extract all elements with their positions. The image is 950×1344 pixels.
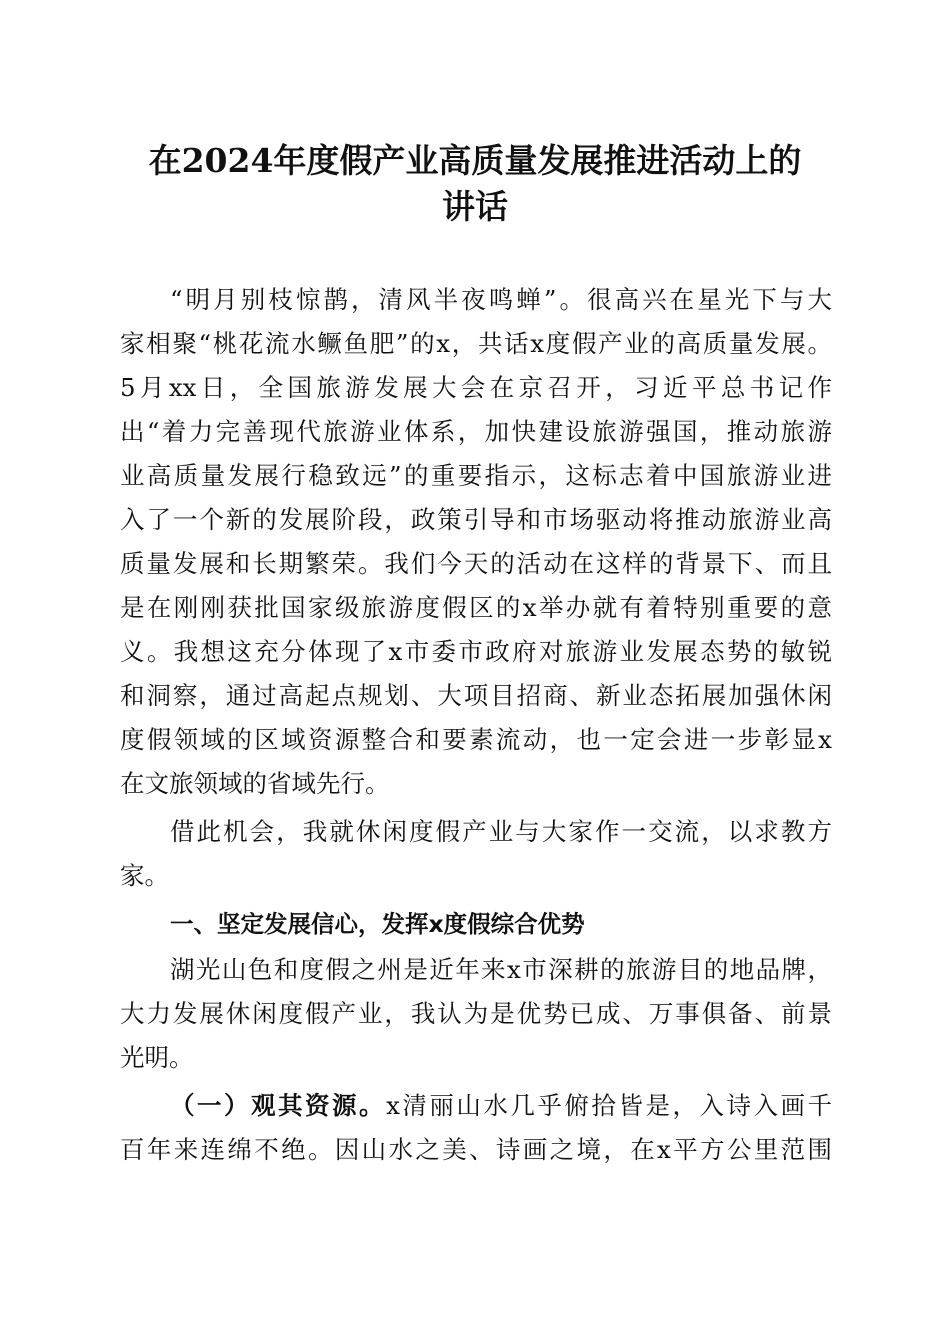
section-heading: 一、坚定发展信心，发挥x度假综合优势 — [170, 910, 585, 938]
document-title-line-1: 在2024年度假产业高质量发展推进活动上的 — [148, 141, 802, 180]
paragraph-line: 光明。 — [120, 1043, 194, 1072]
paragraph-line: 和洞察，通过高起点规划、大项目招商、新业态拓展加强休闲 — [120, 681, 832, 710]
paragraph-line: 度假领域的区域资源整合和要素流动，也一定会进一步彰显x — [120, 725, 832, 754]
subheading-label: （一）观其资源。 — [170, 1091, 387, 1120]
paragraph-line: 入了一个新的发展阶段，政策引导和市场驱动将推动旅游业高 — [120, 505, 832, 534]
paragraph-text: x清丽山水几乎俯拾皆是，入诗入画千 — [386, 1091, 832, 1120]
paragraph-line: 湖光山色和度假之州是近年来x市深耕的旅游目的地品牌， — [170, 955, 832, 984]
paragraph-line: 出“着力完善现代旅游业体系，加快建设旅游强国，推动旅游 — [120, 417, 832, 446]
paragraph-line: 家。 — [120, 861, 169, 890]
paragraph-line — [170, 1084, 832, 1128]
paragraph-line: 大力发展休闲度假产业，我认为是优势已成、万事俱备、前景 — [120, 999, 832, 1028]
paragraph-line: 借此机会，我就休闲度假产业与大家作一交流，以求教方 — [170, 817, 832, 846]
paragraph-line: 5月xx日，全国旅游发展大会在京召开，习近平总书记作 — [120, 373, 832, 402]
paragraph-line: “明月别枝惊鹊，清风半夜鸣蝉”。很高兴在星光下与大 — [170, 285, 832, 314]
paragraph-line: 百年来连绵不绝。因山水之美、诗画之境，在x平方公里范围 — [120, 1135, 832, 1164]
paragraph-line: 在文旅领域的省域先行。 — [120, 769, 390, 798]
paragraph-line: 义。我想这充分体现了x市委市政府对旅游业发展态势的敏锐 — [120, 637, 832, 666]
paragraph-line: 质量发展和长期繁荣。我们今天的活动在这样的背景下、而且 — [120, 549, 832, 578]
paragraph-line: 是在刚刚获批国家级旅游度假区的x举办就有着特别重要的意 — [120, 593, 832, 622]
paragraph-line: 业高质量发展行稳致远”的重要指示，这标志着中国旅游业进 — [120, 461, 832, 490]
document-title-line-2: 讲话 — [442, 187, 508, 226]
paragraph-line: 家相聚“桃花流水鳜鱼肥”的x，共话x度假产业的高质量发展。 — [120, 329, 832, 358]
